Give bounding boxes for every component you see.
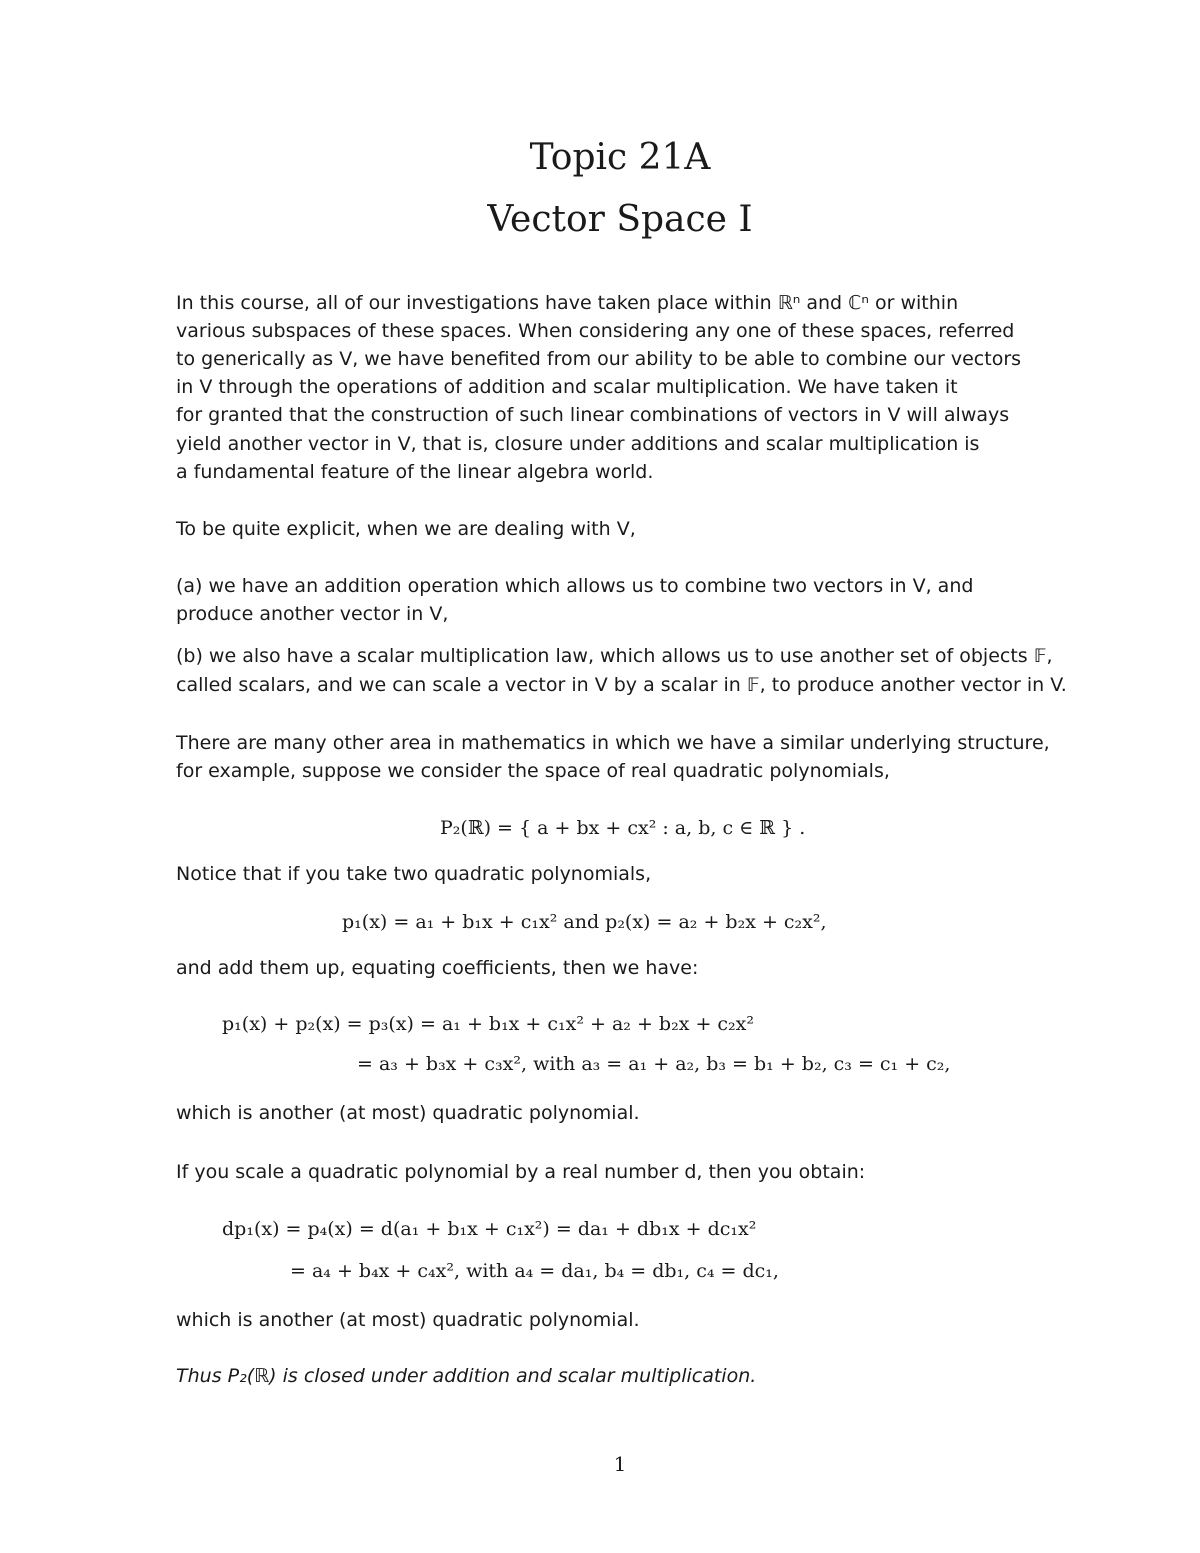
- item-a-line: produce another vector in V,: [176, 603, 449, 625]
- equation-sum-line-1: p₁(x) + p₂(x) = p₃(x) = a₁ + b₁x + c₁x² + a₂ + b₂x + c₂x²: [222, 1013, 755, 1035]
- para2: To be quite explicit, when we are dealing with V,: [176, 518, 636, 540]
- para1-line: in V through the operations of addition and scalar multiplication. We have taken it: [176, 376, 958, 398]
- para1-line: various subspaces of these spaces. When considering any one of these spaces, referred: [176, 320, 1015, 342]
- para3-line: There are many other area in mathematics in which we have a similar underlying structure,: [176, 732, 1050, 754]
- para5: and add them up, equating coefficients, then we have:: [176, 957, 699, 979]
- item-b-line: (b) we also have a scalar multiplication law, which allows us to use another set of objects 𝔽,: [176, 645, 1053, 667]
- para4: Notice that if you take two quadratic polynomials,: [176, 863, 652, 885]
- conclusion: Thus P₂(ℝ) is closed under addition and scalar multiplication.: [176, 1365, 757, 1387]
- para1-line: for granted that the construction of such linear combinations of vectors in V will always: [176, 404, 1010, 426]
- item-a-line: (a) we have an addition operation which allows us to combine two vectors in V, and: [176, 575, 974, 597]
- equation-sum-line-2: = a₃ + b₃x + c₃x², with a₃ = a₁ + a₂, b₃ = b₁ + b₂, c₃ = c₁ + c₂,: [357, 1053, 951, 1075]
- equation-polynomial-pair: p₁(x) = a₁ + b₁x + c₁x² and p₂(x) = a₂ + b₂x + c₂x²,: [342, 911, 827, 933]
- equation-scale-line-2: = a₄ + b₄x + c₄x², with a₄ = da₁, b₄ = db₁, c₄ = dc₁,: [290, 1260, 779, 1282]
- item-b-line: called scalars, and we can scale a vector in V by a scalar in 𝔽, to produce another vector in V.: [176, 674, 1067, 696]
- page-subtitle: Vector Space I: [487, 199, 753, 240]
- page-number: 1: [613, 1452, 627, 1476]
- para1-line: yield another vector in V, that is, closure under additions and scalar multiplication is: [176, 433, 980, 455]
- para6: which is another (at most) quadratic polynomial.: [176, 1102, 640, 1124]
- para1-line: to generically as V, we have benefited from our ability to be able to combine our vectors: [176, 348, 1022, 370]
- equation-p2-definition: P₂(ℝ) = { a + bx + cx² : a, b, c ∈ ℝ } .: [440, 817, 806, 839]
- para1-line: In this course, all of our investigations have taken place within ℝⁿ and ℂⁿ or within: [176, 292, 959, 314]
- equation-scale-line-1: dp₁(x) = p₄(x) = d(a₁ + b₁x + c₁x²) = da₁ + db₁x + dc₁x²: [222, 1218, 757, 1240]
- para1-line: a fundamental feature of the linear algebra world.: [176, 461, 654, 483]
- para7: If you scale a quadratic polynomial by a real number d, then you obtain:: [176, 1161, 866, 1183]
- page-title: Topic 21A: [529, 137, 711, 178]
- para8: which is another (at most) quadratic polynomial.: [176, 1309, 640, 1331]
- para3-line: for example, suppose we consider the space of real quadratic polynomials,: [176, 760, 890, 782]
